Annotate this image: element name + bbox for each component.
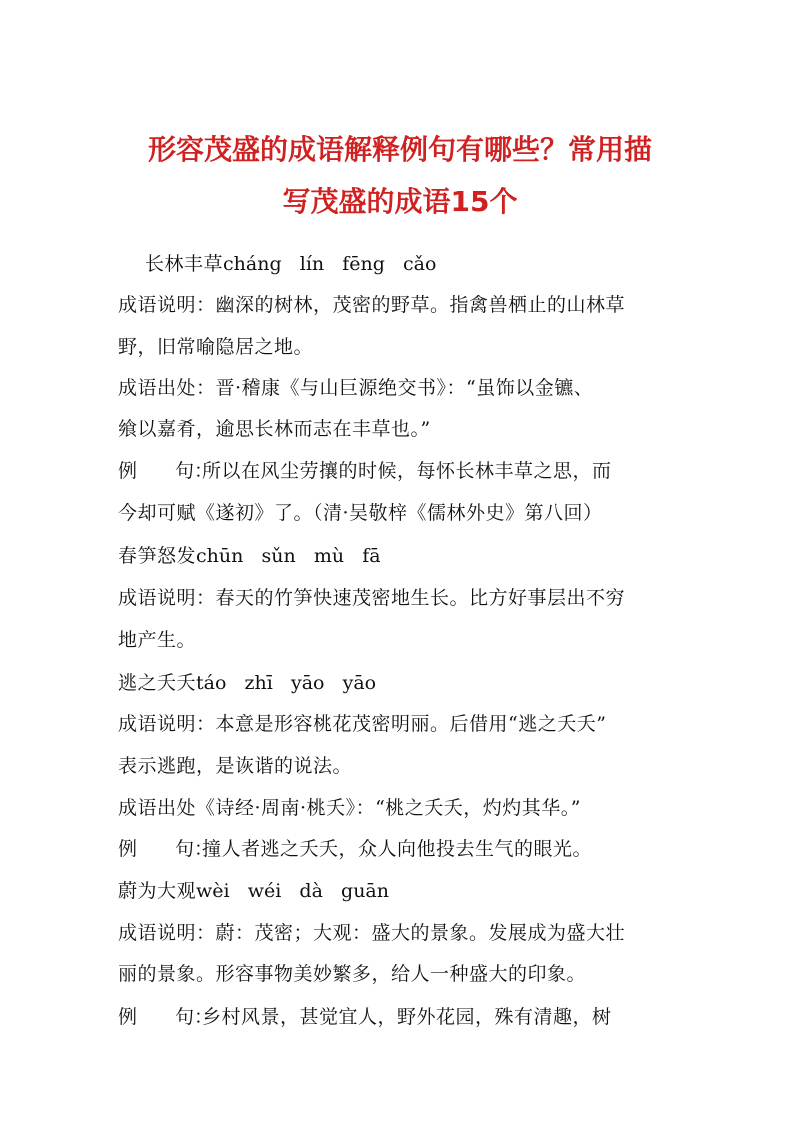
- example-text: 撞人者逃之夭夭，众人向他投去生气的眼光。: [202, 838, 593, 860]
- idiom-name: 逃之夭夭: [118, 672, 197, 694]
- example-line: [118, 456, 688, 486]
- body-line: 成语说明：春天的竹笋快速茂密地生长。比方好事层出不穷: [118, 587, 626, 609]
- idiom-name: 蔚为大观: [118, 880, 197, 902]
- idiom-name: 长林丰草: [145, 253, 224, 275]
- example-label-a: 例: [118, 1006, 138, 1028]
- idiom-pinyin: chūn sǔn mù fā: [196, 545, 381, 567]
- body-line: 成语出处：晋·稽康《与山巨源绝交书》：“虽饰以金镳、: [118, 377, 594, 399]
- idiom-pinyin: cháng lín fēng cǎo: [223, 253, 437, 275]
- idiom-pinyin: táo zhī yāo yāo: [196, 672, 377, 694]
- body-line: 今却可赋《遂初》了。（清·吴敬梓《儒林外史》第八回）: [118, 502, 603, 524]
- idiom-heading: [118, 541, 688, 571]
- idiom-heading: [118, 668, 688, 698]
- body-line: 成语说明：本意是形容桃花茂密明丽。后借用“逃之夭夭”: [118, 713, 607, 735]
- body-line: 丽的景象。形容事物美妙繁多，给人一种盛大的印象。: [118, 963, 587, 985]
- body-line: 飨以嘉肴，逾思长林而志在丰草也。”: [118, 418, 431, 440]
- example-label-b: 句：: [175, 460, 214, 482]
- example-text: 所以在风尘劳攘的时候，每怀长林丰草之思，而: [202, 460, 612, 482]
- example-line: [118, 834, 688, 864]
- example-text: 乡村风景，甚觉宜人，野外花园，殊有清趣，树: [202, 1006, 612, 1028]
- example-label-b: 句：: [175, 838, 214, 860]
- body-line: 成语说明：幽深的树林，茂密的野草。指禽兽栖止的山林草: [118, 294, 626, 316]
- body-line: 野，旧常喻隐居之地。: [118, 336, 314, 358]
- body-line: 地产生。: [118, 629, 197, 651]
- example-line: [118, 1002, 688, 1032]
- body-line: 表示逃跑，是诙谐的说法。: [118, 755, 353, 777]
- idiom-heading: [118, 876, 688, 906]
- body-line: 成语说明：蔚：茂密；大观：盛大的景象。发展成为盛大壮: [118, 922, 626, 944]
- idiom-name: 春笋怒发: [118, 545, 197, 567]
- idiom-pinyin: wèi wéi dà guān: [196, 880, 389, 902]
- idiom-heading: [145, 249, 715, 279]
- example-label-a: 例: [118, 460, 138, 482]
- document-title-line-1: 形容茂盛的成语解释例句有哪些？常用描: [147, 133, 652, 166]
- example-label-a: 例: [118, 838, 138, 860]
- example-label-b: 句：: [175, 1006, 214, 1028]
- document-title-line-2: 写茂盛的成语15个: [282, 185, 518, 218]
- body-line: 成语出处《诗经·周南·桃夭》：“桃之夭夭，灼灼其华。”: [118, 797, 582, 819]
